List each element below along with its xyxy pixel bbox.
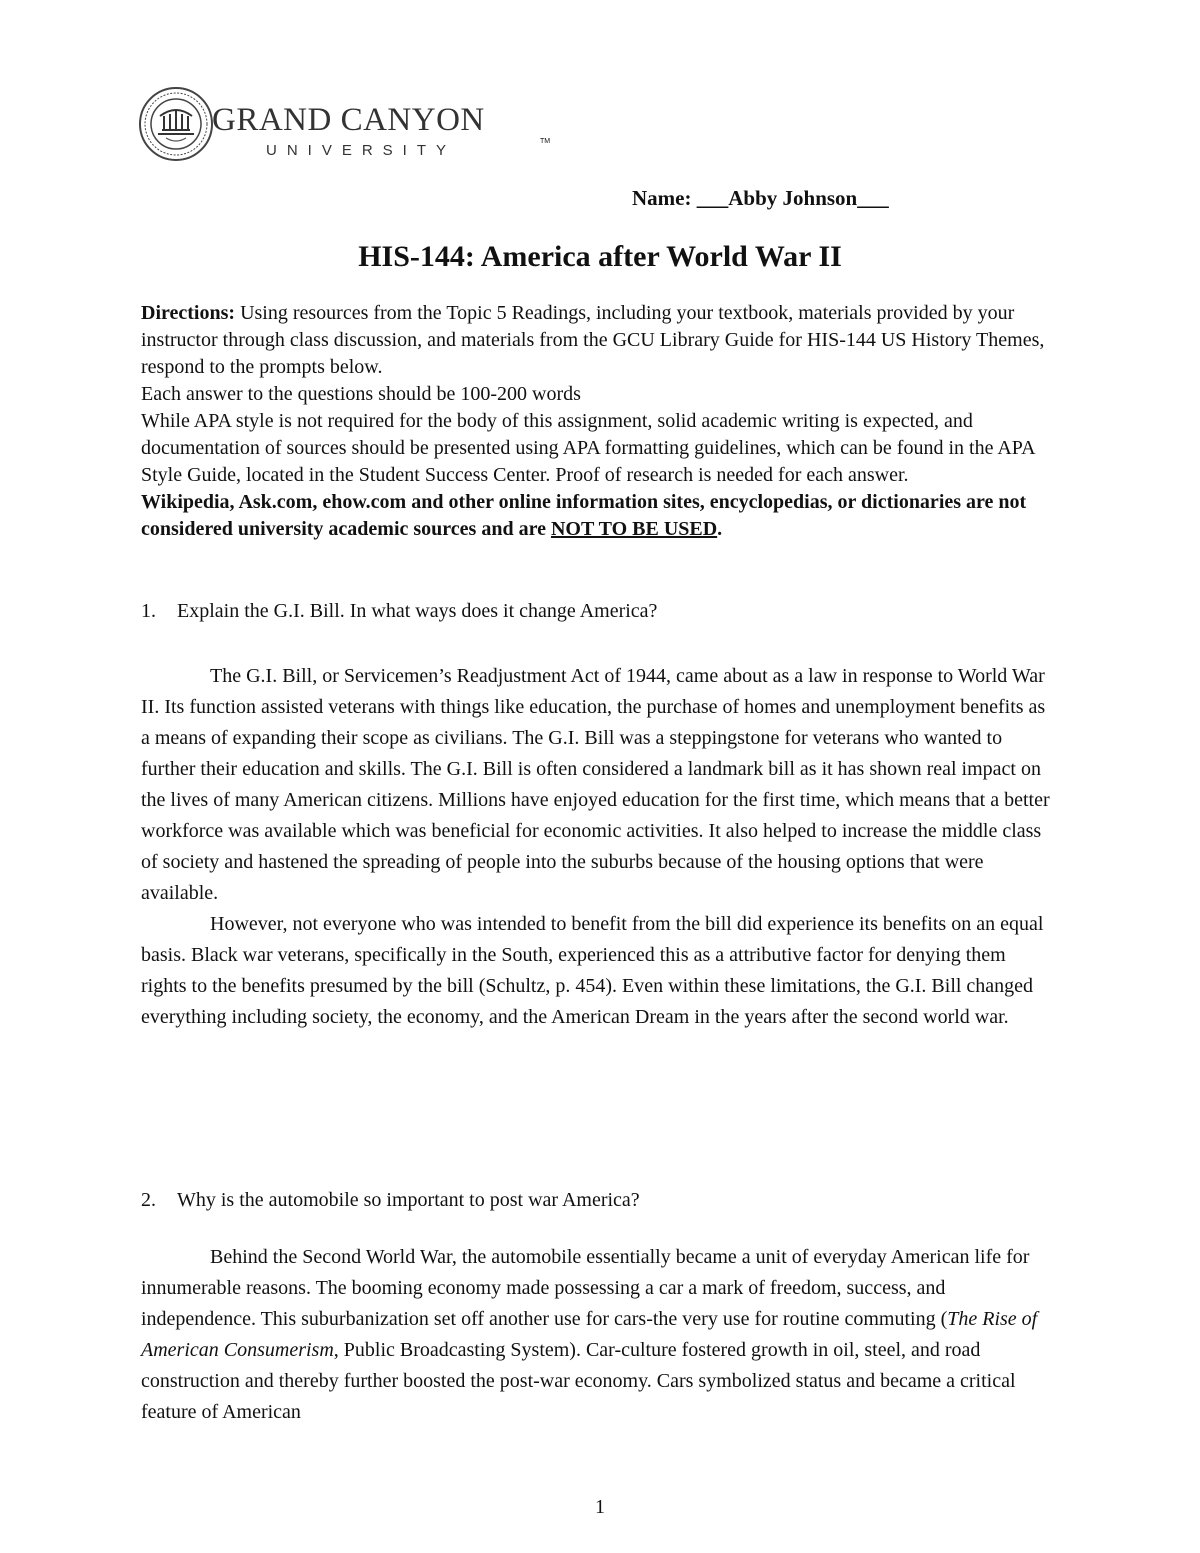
cited-title: The Rise of American Consumerism <box>141 1308 1038 1361</box>
answer-2 <box>141 1242 1056 1428</box>
question-number: 2. <box>141 1189 156 1211</box>
directions-intro <box>141 300 1061 381</box>
answer-1 <box>141 661 1056 1033</box>
sources-warning-text: Wikipedia, Ask.com, ehow.com and other online information sites, encyclopedias, or dictionaries are not considered university academic sources and are <box>141 491 1027 540</box>
university-seal-icon <box>138 86 214 162</box>
answer-text: , Public Broadcasting System). Car-culture fostered growth in oil, steel, and road construction and thereby further boosted the post-war economy. Cars symbolized status and became a critical feature of American <box>141 1339 1016 1423</box>
directions-label: Directions: <box>141 302 236 324</box>
answer-paragraph <box>141 1242 1056 1428</box>
answer-text: Behind the Second World War, the automobile essentially became a unit of everyday American life for innumerable reasons. The booming economy made possessing a car a mark of freedom, success, and independence. This suburbanization set off another use for cars-the very use for routine commuting ( <box>141 1246 1030 1330</box>
logo-trademark: TM <box>540 138 551 145</box>
question-text: Explain the G.I. Bill. In what ways does it change America? <box>177 600 658 622</box>
name-label: Name: <box>632 186 692 210</box>
directions-text: Using resources from the Topic 5 Readings, including your textbook, materials provided by your instructor through class discussion, and materials from the GCU Library Guide for HIS-144 US History Themes, respond to the prompts below. <box>141 302 1045 378</box>
document-title: HIS-144: America after World War II <box>358 240 842 273</box>
question-number: 1. <box>141 600 156 622</box>
student-name: ___Abby Johnson___ <box>696 186 889 210</box>
question-text: Why is the automobile so important to post war America? <box>177 1189 640 1211</box>
university-logo <box>138 86 551 166</box>
question-1 <box>141 600 657 623</box>
answer-paragraph: However, not everyone who was intended to benefit from the bill did experience its benefits on an equal basis. Black war veterans, specifically in the South, experienced this as a attributive factor for denying them rights to the benefits presumed by the bill (Schultz, p. 454). Even within these limitations, the G.I. Bill changed everything including society, the economy, and the American Dream in the years after the second world war. <box>141 913 1044 1028</box>
answer-paragraph: The G.I. Bill, or Servicemen’s Readjustment Act of 1944, came about as a law in response to World War II. Its function assisted veterans with things like education, the purchase of homes and unemployment benefits as a means of expanding their scope as civilians. The G.I. Bill was a steppingstone for veterans who wanted to further their education and skills. The G.I. Bill is often considered a landmark bill as it has shown real impact on the lives of many American citizens. Millions have enjoyed education for the first time, which means that a better workforce was available which was beneficial for economic activities. It also helped to increase the middle class of society and hastened the spreading of people into the suburbs because of the housing options that were available. <box>141 665 1050 904</box>
sources-warning <box>141 489 1061 543</box>
logo-subtitle: UNIVERSITY <box>266 142 457 159</box>
word-count-requirement: Each answer to the questions should be 100-200 words <box>141 383 581 405</box>
not-to-be-used: NOT TO BE USED <box>550 518 718 540</box>
page-number: 1 <box>595 1496 605 1518</box>
apa-requirement: While APA style is not required for the body of this assignment, solid academic writing is expected, and documentation of sources should be presented using APA formatting guidelines, which can be found in the APA Style Guide, located in the Student Success Center. Proof of research is needed for each answer. <box>141 410 1035 486</box>
student-name-line <box>632 186 889 211</box>
sources-warning-end: . <box>717 518 723 540</box>
logo-name: GRAND CANYON <box>212 102 485 138</box>
directions-section <box>141 300 1061 543</box>
question-2 <box>141 1189 640 1212</box>
